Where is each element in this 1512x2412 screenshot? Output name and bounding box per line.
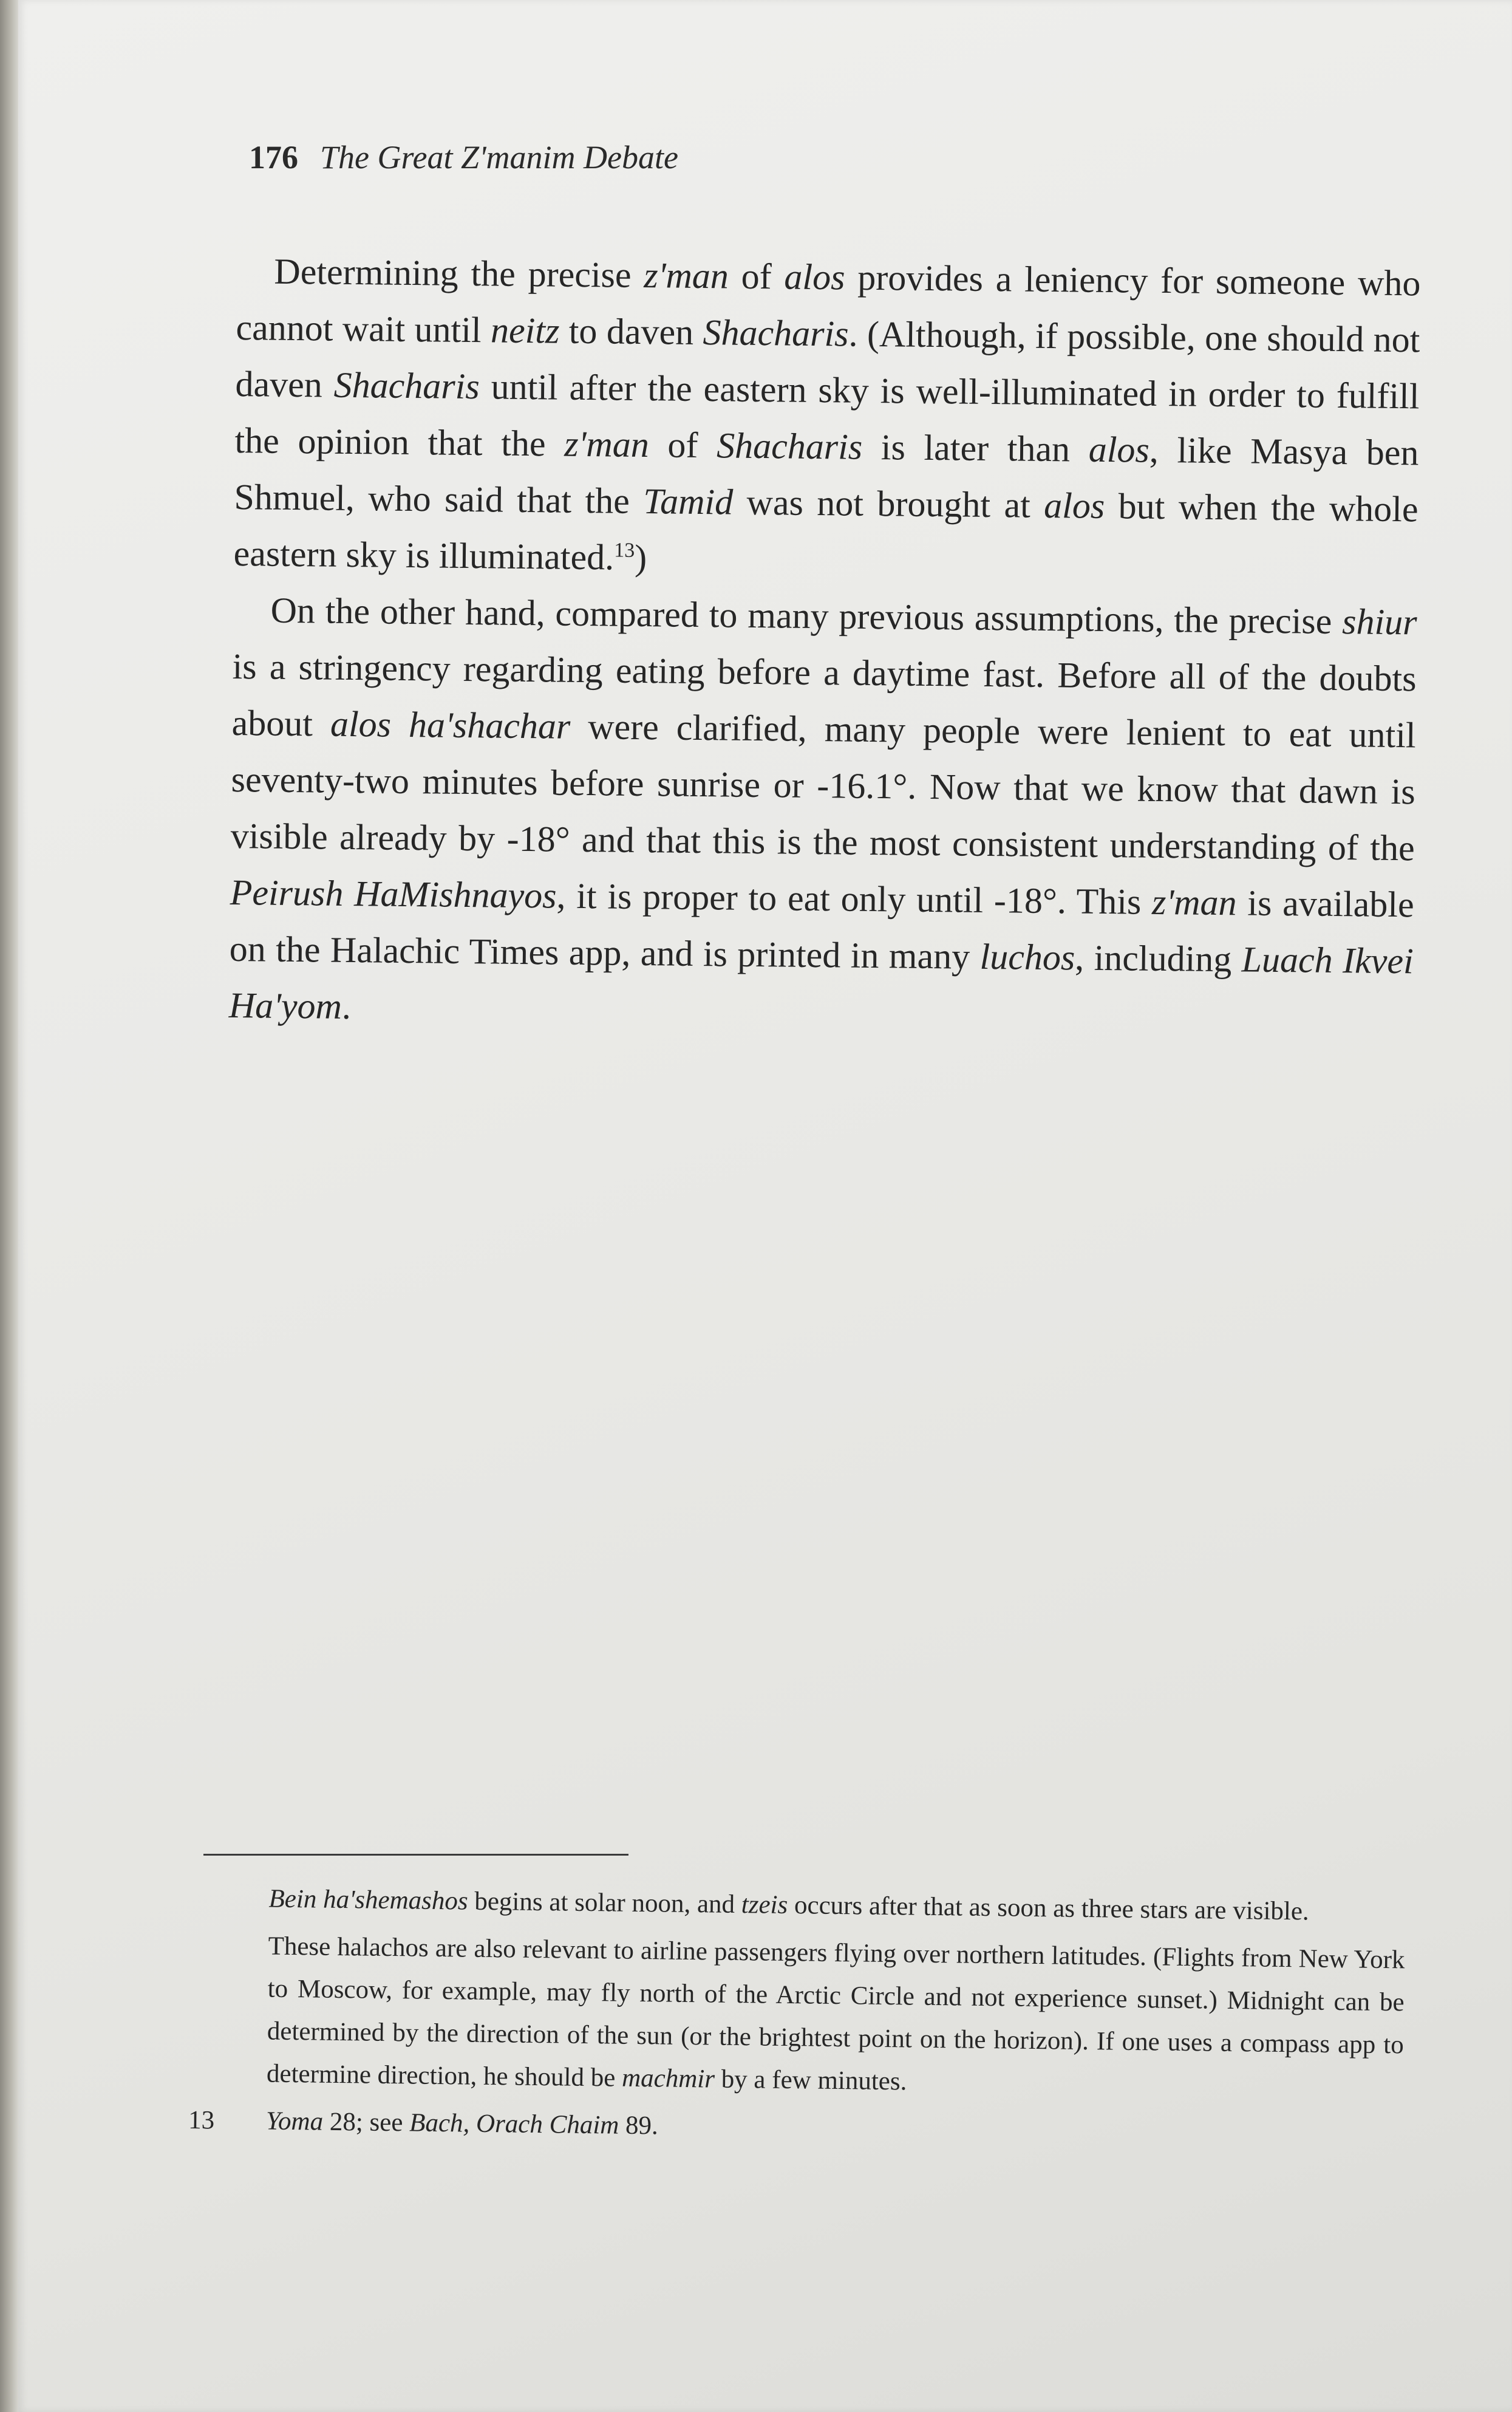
body-text <box>228 243 1421 1046</box>
italic-term: z'man <box>1151 881 1237 923</box>
italic-term: alos <box>1043 485 1105 526</box>
text-run: until after the eastern sky is well-illuminated in order to fulfill the opinion that the <box>234 366 1420 464</box>
footnote-text <box>268 1878 1406 1935</box>
italic-term: Yoma <box>265 2106 324 2136</box>
footnote-2 <box>189 1924 1405 2109</box>
text-run: On the other hand, compared to many previous assumptions, the precise <box>270 590 1343 642</box>
footnote-13 <box>188 2099 1403 2156</box>
footnote-number <box>191 1877 269 1921</box>
paragraph-2 <box>228 582 1417 1046</box>
italic-term: neitz <box>490 310 560 351</box>
text-run: , like Masya ben Shmuel, who said that the <box>234 429 1419 522</box>
italic-term: alos ha'shachar <box>330 703 571 746</box>
paragraph-1 <box>233 243 1421 594</box>
italic-term: machmir <box>621 2063 715 2094</box>
text-run: , it is proper to eat only until -18°. This <box>556 875 1153 922</box>
italic-term: Shacharis <box>333 364 480 407</box>
text-run: to daven <box>559 310 703 353</box>
text-run: is later than <box>862 426 1089 470</box>
italic-term: Tamid <box>642 481 734 522</box>
italic-term: Bein ha'shemashos <box>268 1884 468 1916</box>
text-run: of <box>649 425 717 466</box>
italic-term: alos <box>784 256 845 298</box>
text-run: Determining the precise <box>274 251 644 296</box>
text-run: was not brought at <box>732 482 1044 525</box>
text-run: 89. <box>619 2111 659 2140</box>
italic-term: shiur <box>1341 601 1417 643</box>
text-run: of <box>728 256 785 297</box>
footnote-text <box>267 1925 1405 2110</box>
text-run: were clarified, many people were lenient to eat until seventy-two minutes before sunrise or -16.1°. Now that we know that dawn is visible already by -18° and that this is the most consistent understanding of the <box>230 706 1416 869</box>
text-run: occurs after that as soon as three stars are visible. <box>787 1891 1310 1926</box>
italic-term: Shacharis <box>703 312 849 354</box>
text-run: . <box>341 986 352 1027</box>
footnote-number <box>189 1924 268 2096</box>
text-run: 28; see <box>322 2107 410 2137</box>
book-title: The Great Z'manim Debate <box>320 139 678 176</box>
text-run: is a stringency regarding eating before a daytime fast. Before all of the doubts about <box>231 646 1417 744</box>
footnote-number: 13 <box>188 2105 215 2135</box>
text-run: by a few minutes. <box>714 2065 907 2096</box>
italic-term: alos <box>1088 429 1150 470</box>
text-run: These halachos are also relevant to airline passengers flying over northern latitudes. (Flights from New York to Moscow, for example, may fly north of the Arctic Circle and not experience sunset.) Midnight can be determined by the direction of the sun (or the brightest point on the horizon). If one uses a compass app to determine direction, he should be <box>266 1932 1405 2093</box>
book-page <box>18 0 1512 2412</box>
italic-term: luchos <box>979 936 1075 978</box>
italic-term: Peirush HaMishnayos <box>230 872 557 916</box>
text-run: begins at solar noon, and <box>468 1887 742 1919</box>
text-run: provides a leniency for someone who cannot wait until <box>236 257 1421 350</box>
footnote-reference: 13 <box>614 539 635 562</box>
footnotes <box>188 1877 1406 2161</box>
text-run: ) <box>634 537 647 578</box>
running-head <box>249 138 678 176</box>
footnote-text <box>266 2100 1403 2157</box>
italic-term: z'man <box>564 423 650 465</box>
italic-term: Bach, Orach Chaim <box>409 2108 619 2140</box>
text-run: is available on the Halachic Times app, and is printed in many <box>229 883 1415 977</box>
text-run: . (Although, if possible, one should not daven <box>235 313 1420 405</box>
footnote-divider <box>203 1854 628 1856</box>
footnote-1 <box>191 1877 1406 1934</box>
italic-term: z'man <box>644 255 729 296</box>
italic-term: tzeis <box>741 1890 788 1920</box>
italic-term: Shacharis <box>716 425 863 467</box>
book-spine-edge <box>0 0 18 2412</box>
italic-term: Luach Ikvei Ha'yom <box>228 939 1414 1027</box>
text-run: but when the whole eastern sky is illuminated. <box>233 485 1418 578</box>
page-number: 176 <box>249 139 298 176</box>
text-run: , including <box>1074 937 1242 980</box>
